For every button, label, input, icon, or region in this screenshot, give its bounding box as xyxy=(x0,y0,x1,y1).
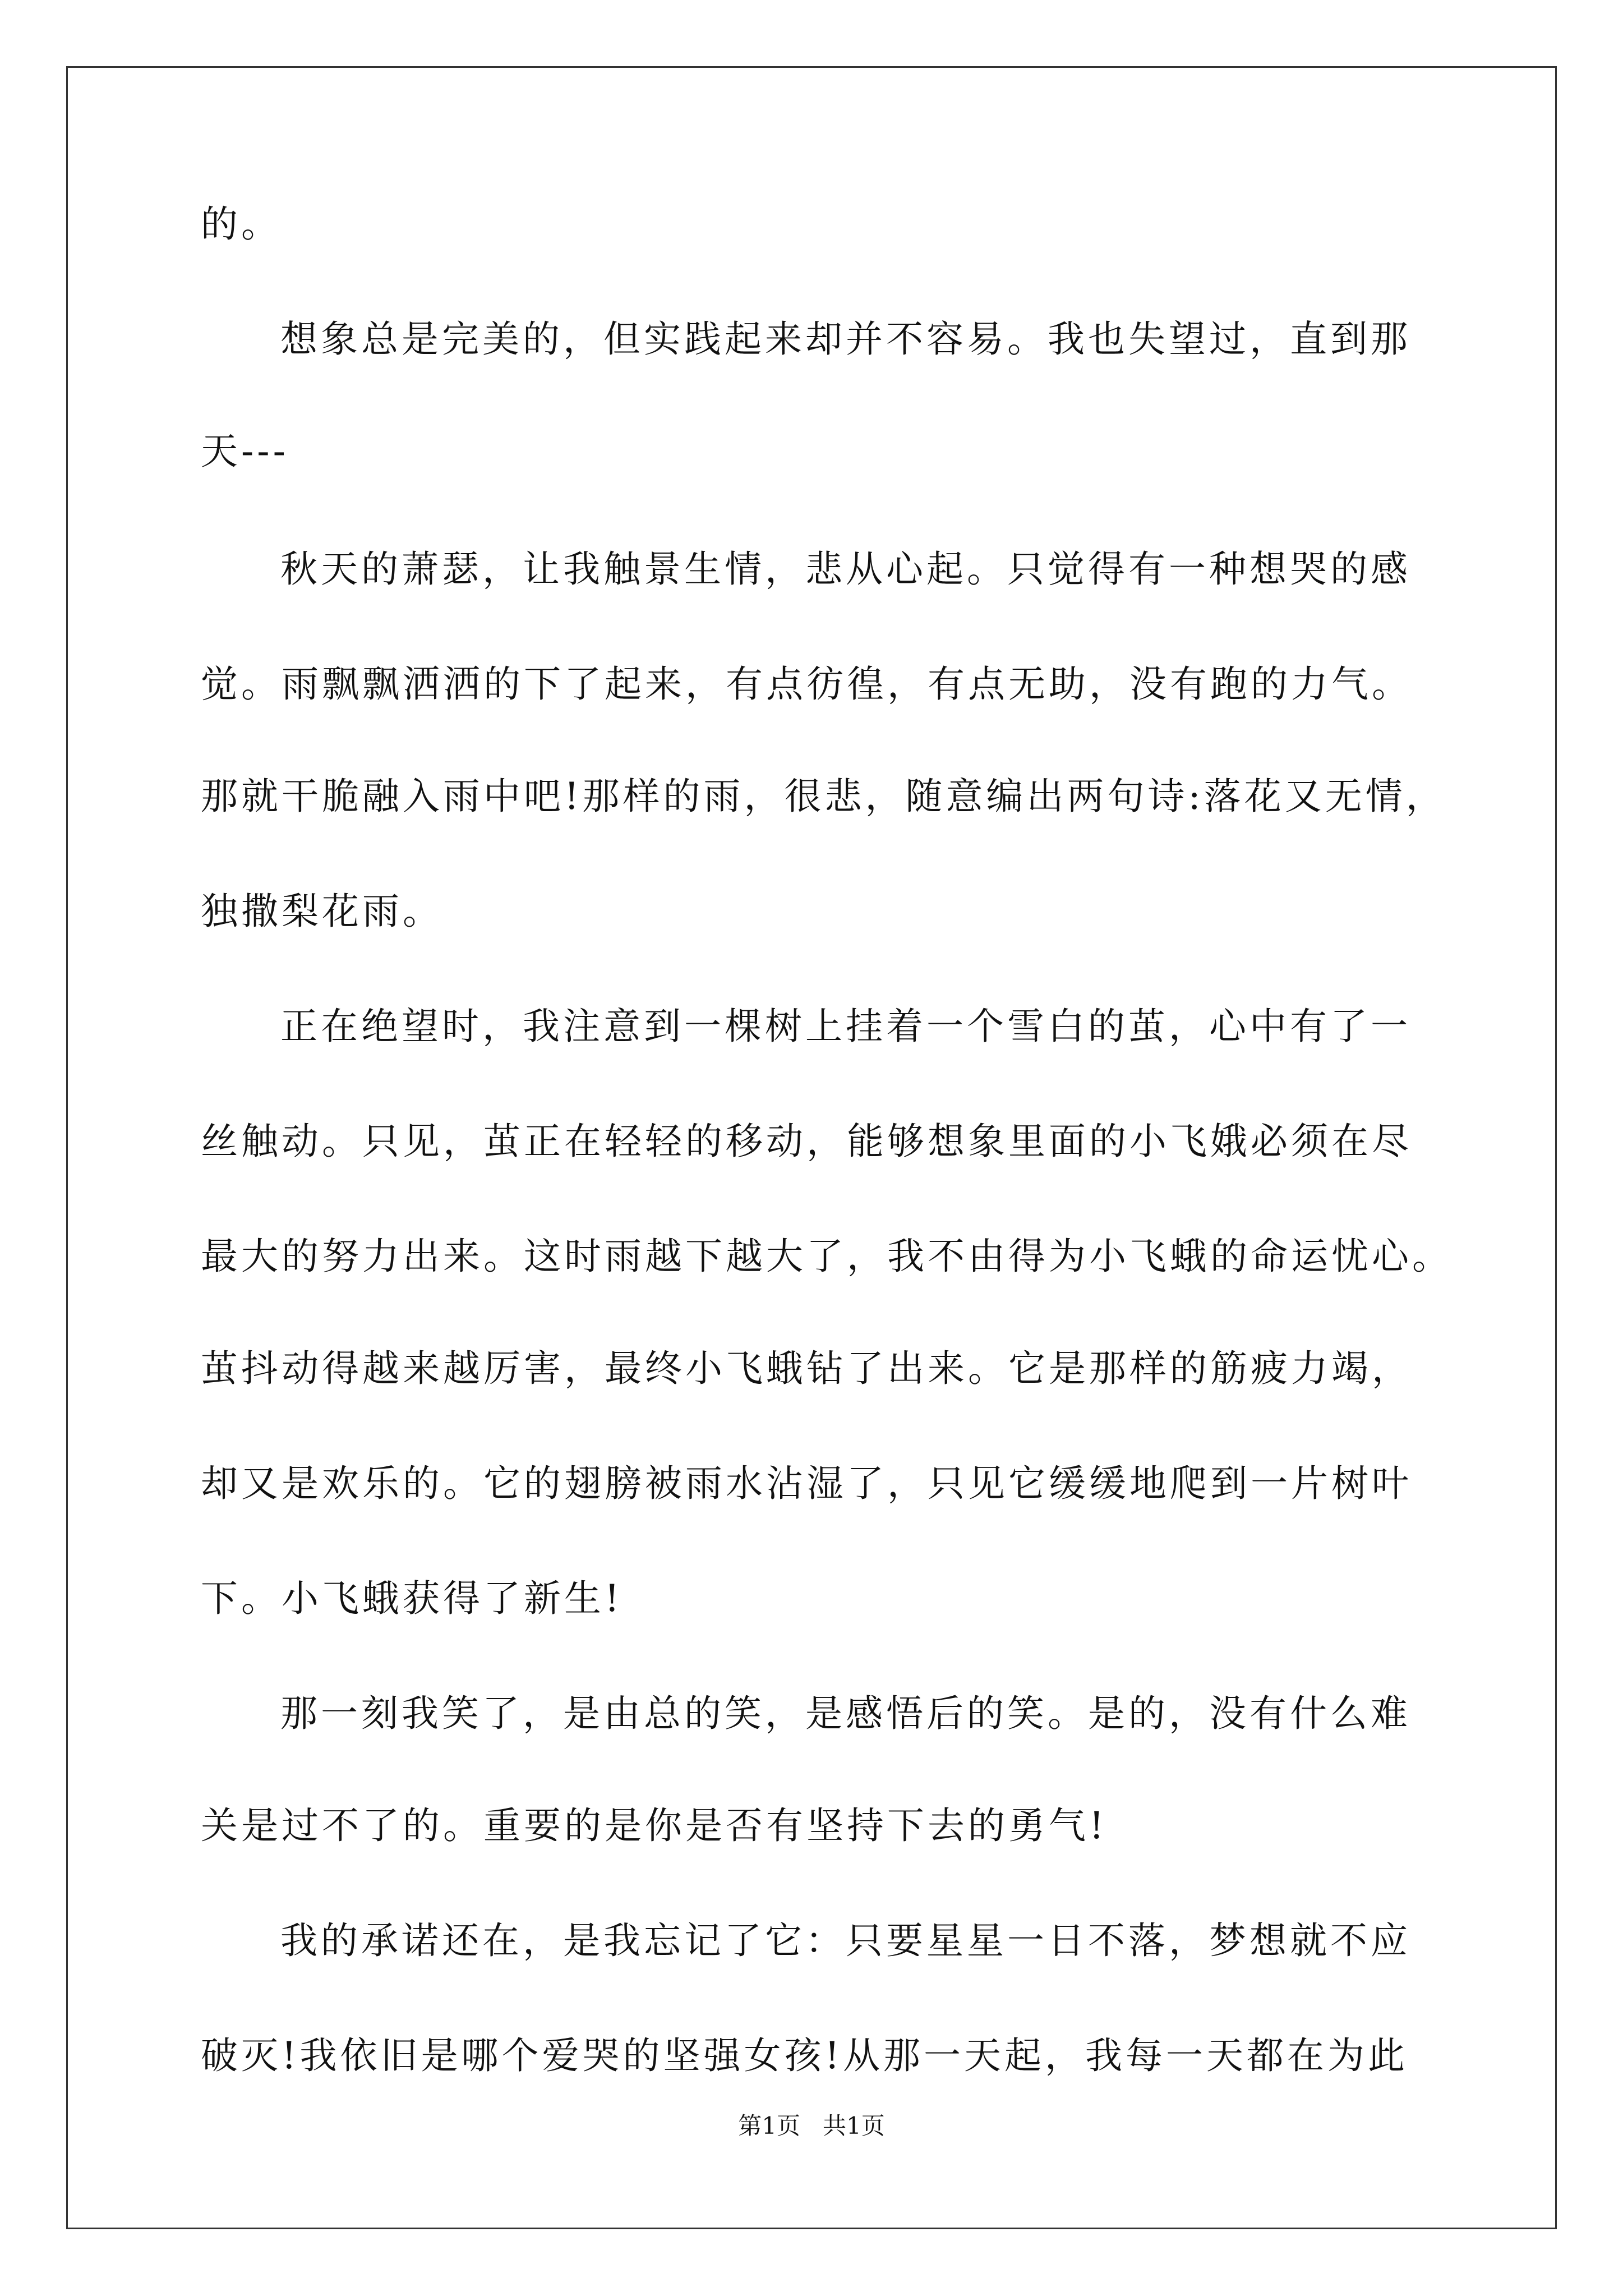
paragraph-start-line: 秋天的萧瑟，让我触景生情，悲从心起。只觉得有一种想哭的感 xyxy=(280,547,1411,591)
text-line: 独撒梨花雨。 xyxy=(201,890,443,933)
text-line: 天--- xyxy=(201,430,289,473)
text-line: 丝触动。只见，茧正在轻轻的移动，能够想象里面的小飞娥必须在尽 xyxy=(201,1120,1412,1163)
text-line: 茧抖动得越来越厉害，最终小飞蛾钻了出来。它是那样的筋疲力竭， xyxy=(201,1347,1412,1390)
text-line: 最大的努力出来。这时雨越下越大了，我不由得为小飞蛾的命运忧心。 xyxy=(201,1235,1453,1278)
text-line: 觉。雨飘飘洒洒的下了起来，有点彷徨，有点无助，没有跑的力气。 xyxy=(201,662,1412,706)
text-line: 却又是欢乐的。它的翅膀被雨水沾湿了，只见它缓缓地爬到一片树叶 xyxy=(201,1462,1412,1505)
text-line: 的。 xyxy=(201,203,282,246)
paragraph-start-line: 正在绝望时，我注意到一棵树上挂着一个雪白的茧，心中有了一 xyxy=(280,1005,1411,1048)
paragraph-start-line: 那一刻我笑了，是由总的笑，是感悟后的笑。是的，没有什么难 xyxy=(280,1692,1411,1735)
text-line: 关是过不了的。重要的是你是否有坚持下去的勇气! xyxy=(201,1804,1108,1847)
paragraph-start-line: 想象总是完美的，但实践起来却并不容易。我也失望过，直到那 xyxy=(280,318,1411,361)
paragraph-start-line: 我的承诺还在，是我忘记了它：只要星星一日不落，梦想就不应 xyxy=(280,1919,1411,1962)
text-line: 下。小飞蛾获得了新生! xyxy=(201,1577,623,1620)
page-footer: 第1页 共1页 xyxy=(738,2112,885,2139)
text-line: 那就干脆融入雨中吧!那样的雨，很悲，随意编出两句诗:落花又无情， xyxy=(201,775,1446,818)
text-line: 破灭!我依旧是哪个爱哭的坚强女孩!从那一天起，我每一天都在为此 xyxy=(201,2034,1409,2077)
